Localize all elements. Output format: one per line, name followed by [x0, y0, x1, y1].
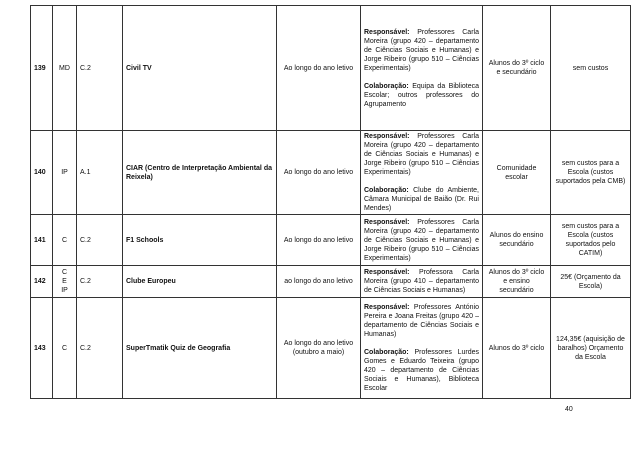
- activity-number: 142: [31, 266, 53, 298]
- activity-cost: sem custos para a Escola (custos suportados pelo CATIM): [551, 215, 631, 266]
- activity-name: F1 Schools: [123, 215, 277, 266]
- table-row: [31, 6, 631, 131]
- activity-number: 139: [31, 6, 53, 131]
- activity-audience: Alunos do 3º ciclo e secundário: [483, 6, 551, 131]
- activity-type: C: [53, 215, 77, 266]
- collaboration-label: Colaboração:: [364, 349, 409, 356]
- responsible-text: Professores Carla Moreira (grupo 420 – departamento de Ciências Sociais e Humanas) e Jorge Ribeiro (grupo 510 – Ciências Experimentais): [364, 133, 479, 176]
- collaboration-text: Equipa da Biblioteca Escolar; outros professores do Agrupamento: [364, 82, 480, 108]
- table-row: [31, 131, 631, 215]
- activity-audience: Alunos do 3º ciclo: [483, 298, 551, 399]
- activity-code: C.2: [77, 6, 123, 131]
- activity-name: Clube Europeu: [123, 266, 277, 298]
- activity-cost: 25€ (Orçamento da Escola): [551, 266, 631, 298]
- collaboration-text: Professores Lurdes Gomes e Eduardo Teixeira (grupo 420 – departamento de Ciências Sociais e Humanas), Biblioteca Escolar: [364, 349, 479, 392]
- activity-number: 140: [31, 131, 53, 215]
- activity-responsible: [361, 266, 483, 298]
- activity-code: C.2: [77, 215, 123, 266]
- responsible-label: Responsável:: [364, 218, 410, 226]
- page-number: 40: [565, 406, 573, 413]
- responsible-text: Professores Carla Moreira (grupo 420 – departamento de Ciências Sociais e Humanas) e Jorge Ribeiro (grupo 510 – Ciências Experimentais): [364, 218, 479, 262]
- activity-audience: Alunos do ensino secundário: [483, 215, 551, 266]
- activity-code: A.1: [77, 131, 123, 215]
- activity-type: MD: [53, 6, 77, 131]
- table-row: [31, 215, 631, 266]
- activity-name: SuperTmatik Quiz de Geografia: [123, 298, 277, 399]
- activity-code: C.2: [77, 298, 123, 399]
- collaboration-label: Colaboração:: [364, 82, 409, 90]
- activities-table: [30, 5, 631, 399]
- activity-responsible: [361, 298, 483, 399]
- responsible-label: Responsável:: [364, 28, 410, 36]
- responsible-label: Responsável:: [364, 304, 410, 311]
- activity-schedule: Ao longo do ano letivo: [277, 6, 361, 131]
- responsible-label: Responsável:: [364, 269, 410, 276]
- responsible-text: Professores António Pereira e Joana Freitas (grupo 420 – departamento de Ciências Sociais e Humanas): [364, 304, 479, 338]
- activity-schedule: Ao longo do ano letivo: [277, 131, 361, 215]
- activity-cost: sem custos: [551, 6, 631, 131]
- responsible-text: Professores Carla Moreira (grupo 420 – departamento de Ciências Sociais e Humanas) e Jorge Ribeiro (grupo 510 – Ciências Experimentais): [364, 28, 479, 72]
- activity-name: Civil TV: [123, 6, 277, 131]
- activity-schedule: Ao longo do ano letivo: [277, 215, 361, 266]
- responsible-text: Professora Carla Moreira (grupo 410 – departamento de Ciências Sociais e Humanas): [364, 269, 479, 294]
- activity-number: 141: [31, 215, 53, 266]
- activity-responsible: [361, 6, 483, 131]
- activity-audience: Alunos do 3º ciclo e ensino secundário: [483, 266, 551, 298]
- responsible-label: Responsável:: [364, 133, 410, 140]
- activity-responsible: [361, 131, 483, 215]
- activity-audience: Comunidade escolar: [483, 131, 551, 215]
- activity-type: IP: [53, 131, 77, 215]
- activity-schedule: Ao longo do ano letivo (outubro a maio): [277, 298, 361, 399]
- activity-responsible: [361, 215, 483, 266]
- table-row: [31, 266, 631, 298]
- activity-type: C: [53, 298, 77, 399]
- table-row: [31, 298, 631, 399]
- activity-name: CIAR (Centro de Interpretação Ambiental da Reixela): [123, 131, 277, 215]
- activity-cost: sem custos para a Escola (custos suportados pela CMB): [551, 131, 631, 215]
- collaboration-text: Clube do Ambiente, Câmara Municipal de Baião (Dr. Rui Mendes): [364, 187, 479, 212]
- collaboration-label: Colaboração:: [364, 187, 409, 194]
- activity-cost: 124,35€ (aquisição de baralhos) Orçamento da Escola: [551, 298, 631, 399]
- activity-type: C E IP: [53, 266, 77, 298]
- activity-code: C.2: [77, 266, 123, 298]
- activity-schedule: ao longo do ano letivo: [277, 266, 361, 298]
- activity-number: 143: [31, 298, 53, 399]
